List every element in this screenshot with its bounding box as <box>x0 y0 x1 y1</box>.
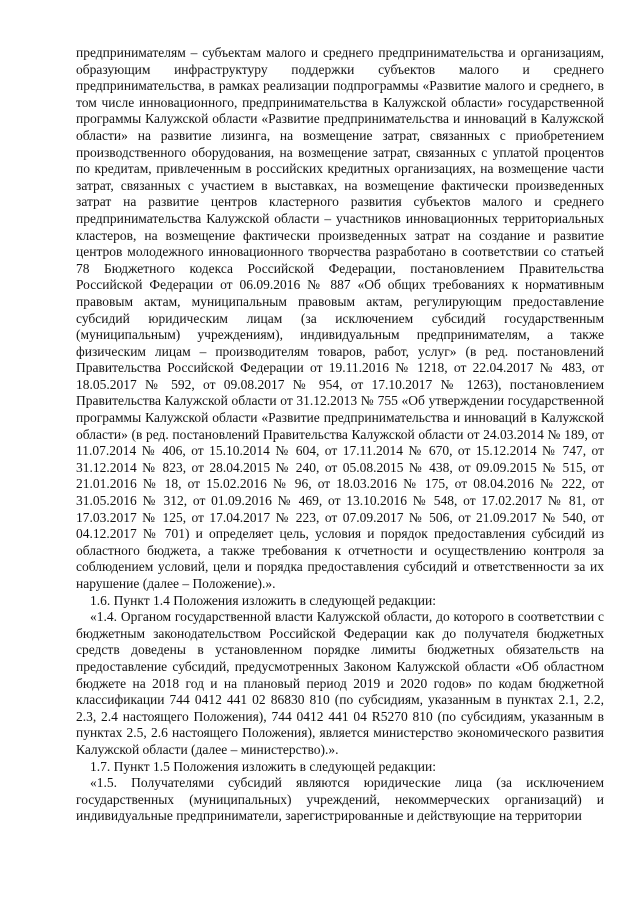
paragraph-clause-1-4: «1.4. Органом государственной власти Калужской области, до которого в соответствии с бюджетным законодательством Российской Федерации как до получателя бюджетных средств доведены в установленном порядке лимиты бюджетных обязательств на предоставление субсидий, предусмотренных Законом Калужской области «Об областном бюджете на 2018 год и на плановый период 2019 и 2020 годов» по кодам бюджетной классификации 744 0412 441 02 86830 810 (по субсидиям, указанным в пунктах 2.1, 2.2, 2.3, 2.4 настоящего Положения), 744 0412 441 04 R5270 810 (по субсидиям, указанным в пунктах 2.5, 2.6 настоящего Положения), является министерство экономического развития Калужской области (далее – министерство).». <box>76 609 604 757</box>
paragraph-clause-1-5: «1.5. Получателями субсидий являются юридические лица (за исключением государственных (муниципальных) учреждений, некоммерческих организаций) и индивидуальные предприниматели, зарегистрированные и действующие на территории <box>76 775 604 824</box>
document-body <box>76 45 604 825</box>
paragraph-item-1-6: 1.6. Пункт 1.4 Положения изложить в следующей редакции: <box>90 592 436 608</box>
paragraph-continuation: предпринимателям – субъектам малого и среднего предпринимательства и организациям, образующим инфраструктуру поддержки субъектов малого и среднего предпринимательства, в рамках реализации подпрограммы «Развитие малого и среднего, в том числе инновационного, предпринимательства в Калужской области» государственной программы Калужской области «Развитие предпринимательства и инноваций в Калужской области» на развитие лизинга, на возмещение затрат, связанных с приобретением производственного оборудования, на возмещение затрат, связанных с уплатой процентов по кредитам, привлеченным в российских кредитных организациях, на возмещение части затрат, связанных с участием в выставках, на возмещение фактически произведенных затрат на развитие центров кластерного развития субъектов малого и среднего предпринимательства Калужской области – участников инновационных территориальных кластеров, на возмещение фактически произведенных затрат на создание и развитие центров молодежного инновационного творчества разработано в соответствии со статьей 78 Бюджетного кодекса Российской Федерации, постановлением Правительства Российской Федерации от 06.09.2016 № 887 «Об общих требованиях к нормативным правовым актам, муниципальным правовым актам, регулирующим предоставление субсидий юридическим лицам (за исключением субсидий государственным (муниципальным) учреждениям), индивидуальным предпринимателям, а также физическим лицам – производителям товаров, работ, услуг» (в ред. постановлений Правительства Российской Федерации от 19.11.2016 № 1218, от 22.04.2017 № 483, от 18.05.2017 № 592, от 09.08.2017 № 954, от 17.10.2017 № 1263), постановлением Правительства Калужской области от 31.12.2013 № 755 «Об утверждении государственной программы Калужской области «Развитие предпринимательства и инноваций в Калужской области» (в ред. постановлений Правительства Калужской области от 24.03.2014 № 189, от 11.07.2014 № 406, от 15.10.2014 № 604, от 17.11.2014 № 670, от 15.12.2014 № 747, от 31.12.2014 № 823, от 28.04.2015 № 240, от 05.08.2015 № 438, от 09.09.2015 № 515, от 21.01.2016 № 18, от 15.02.2016 № 96, от 18.03.2016 № 175, от 08.04.2016 № 222, от 31.05.2016 № 312, от 01.09.2016 № 469, от 13.10.2016 № 548, от 17.02.2017 № 81, от 17.03.2017 № 125, от 17.04.2017 № 223, от 07.09.2017 № 506, от 21.09.2017 № 540, от 04.12.2017 № 701) и определяет цель, условия и порядок предоставления субсидий из областного бюджета, а также требования к отчетности и осуществлению контроля за соблюдением условий, цели и порядка предоставления субсидий и ответственности за их нарушение (далее – Положение).». <box>76 45 604 591</box>
paragraph-item-1-7: 1.7. Пункт 1.5 Положения изложить в следующей редакции: <box>90 758 436 774</box>
